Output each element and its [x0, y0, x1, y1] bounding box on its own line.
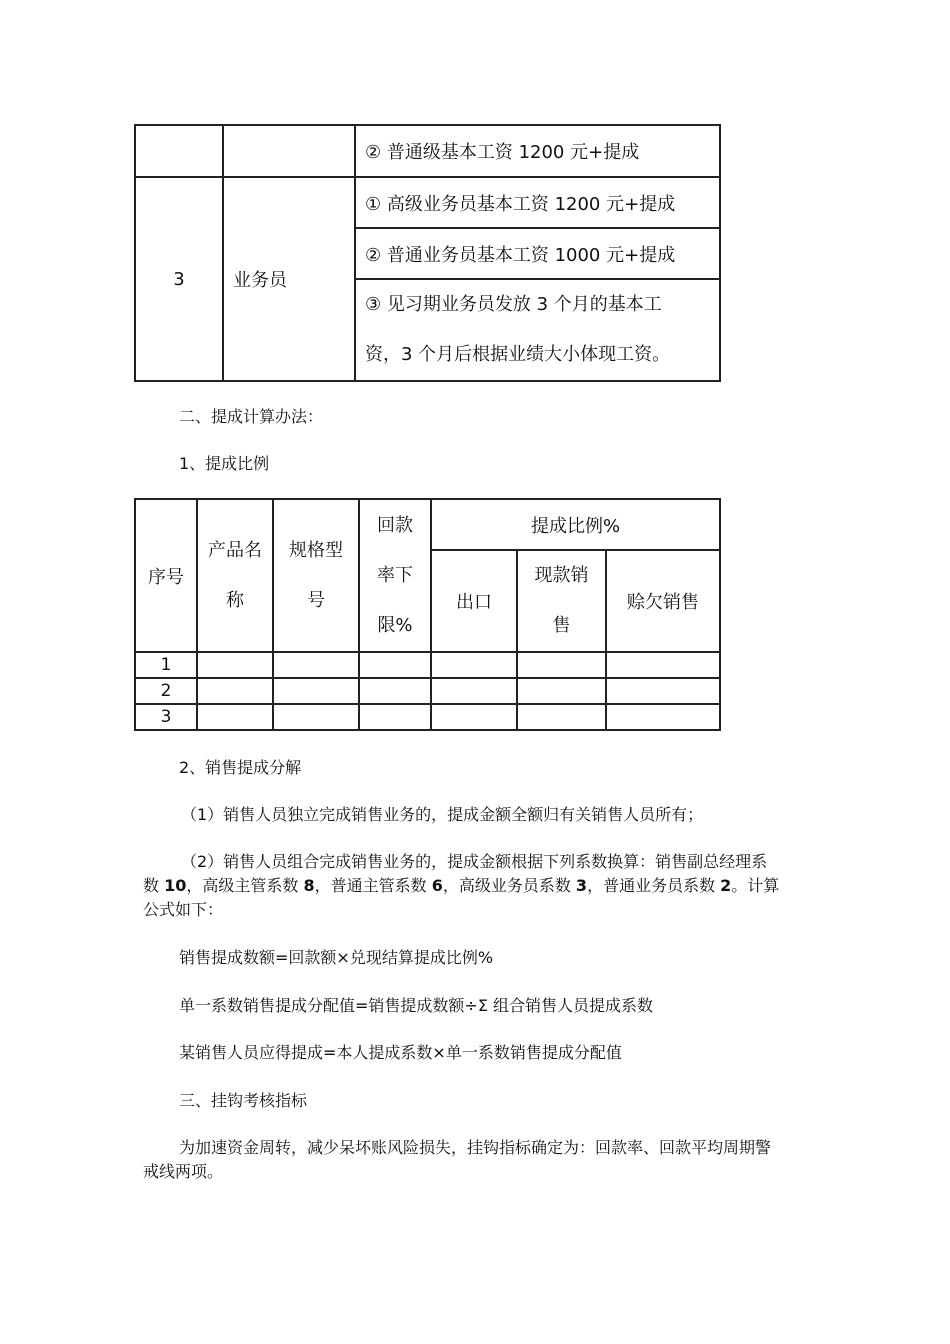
text-run: 。计算: [731, 876, 780, 895]
header-line: 规格型: [289, 539, 343, 561]
salary-item-line: 资，3 个月后根据业绩大小体现工资。: [365, 344, 671, 365]
header-spec: [273, 499, 359, 652]
header-line: 售: [552, 615, 571, 636]
table-cell: [517, 652, 606, 678]
header-line: 率下: [377, 564, 413, 586]
section-heading: 二、提成计算办法：: [179, 407, 324, 426]
table-cell: [197, 704, 273, 730]
header-line: 号: [307, 589, 325, 611]
paragraph-line: 戒线两项。: [143, 1162, 224, 1181]
salary-item: ① 高级业务员基本工资 1200 元+提成: [355, 177, 720, 228]
salary-item: [355, 279, 720, 381]
paragraph-line: [143, 874, 813, 898]
salary-item: ② 普通级基本工资 1200 元+提成: [355, 125, 720, 177]
formula: 销售提成数额=回款额×兑现结算提成比例%: [179, 948, 494, 967]
table-cell: [359, 678, 431, 704]
header-export: 出口: [431, 550, 517, 652]
row-number: 2: [135, 678, 197, 704]
coefficient-value: 3: [575, 876, 588, 895]
commission-ratio-table: [134, 498, 721, 731]
table-cell: [431, 704, 517, 730]
text-run: ，普通主管系数: [314, 876, 432, 895]
coefficient-value: 6: [431, 876, 443, 895]
table-cell: [273, 652, 359, 678]
paragraph: （1）销售人员独立完成销售业务的，提成金额全额归有关销售人员所有；: [181, 805, 704, 824]
row-number: 1: [135, 652, 197, 678]
table-cell: [197, 678, 273, 704]
header-product: [197, 499, 273, 652]
text-run: ，普通业务员系数: [587, 876, 721, 895]
row-index: 3: [135, 177, 223, 381]
text-run: ，高级主管系数: [186, 876, 304, 895]
table-cell: [135, 125, 223, 177]
formula: 某销售人员应得提成=本人提成系数×单一系数销售提成分配值: [179, 1043, 622, 1062]
table-cell: [223, 125, 355, 177]
salary-item: ② 普通业务员基本工资 1000 元+提成: [355, 228, 720, 279]
table-cell: [431, 652, 517, 678]
table-cell: [273, 704, 359, 730]
header-rate: [359, 499, 431, 652]
table-cell: [197, 652, 273, 678]
table-cell: [606, 704, 720, 730]
table-cell: [273, 678, 359, 704]
subsection-heading: 2、销售提成分解: [179, 758, 302, 777]
table-cell: [606, 678, 720, 704]
header-line: 现款销: [534, 565, 589, 586]
coefficient-value: 8: [303, 876, 315, 895]
header-line: 产品名: [208, 539, 262, 561]
salary-table: [134, 124, 721, 382]
paragraph-line: （2）销售人员组合完成销售业务的，提成金额根据下列系数换算：销售副总经理系: [181, 852, 768, 871]
table-cell: [359, 652, 431, 678]
text-run: 数: [143, 876, 165, 895]
role-name: 业务员: [223, 177, 355, 381]
coefficient-value: 10: [164, 876, 187, 895]
paragraph: [143, 850, 813, 922]
table-cell: [517, 678, 606, 704]
header-ratio: 提成比例%: [431, 499, 720, 550]
text-run: ，高级业务员系数: [442, 876, 576, 895]
table-cell: [359, 704, 431, 730]
coefficient-value: 2: [720, 876, 732, 895]
formula: 单一系数销售提成分配值=销售提成数额÷Σ 组合销售人员提成系数: [179, 996, 654, 1015]
salary-item-line: ③ 见习期业务员发放 3 个月的基本工: [365, 294, 662, 315]
header-seq: 序号: [135, 499, 197, 652]
header-credit: 赊欠销售: [606, 550, 720, 652]
table-cell: [431, 678, 517, 704]
subsection-heading: 1、提成比例: [179, 454, 270, 473]
paragraph-line: 为加速资金周转，减少呆坏账风险损失，挂钩指标确定为：回款率、回款平均周期警: [179, 1138, 772, 1157]
row-number: 3: [135, 704, 197, 730]
header-line: 限%: [377, 614, 413, 636]
paragraph-line: 公式如下：: [143, 900, 224, 919]
table-cell: [517, 704, 606, 730]
header-cash: [517, 550, 606, 652]
header-line: 称: [226, 589, 244, 611]
section-heading: 三、挂钩考核指标: [179, 1091, 308, 1110]
table-cell: [606, 652, 720, 678]
header-line: 回款: [377, 514, 413, 536]
paragraph: [143, 1136, 813, 1184]
